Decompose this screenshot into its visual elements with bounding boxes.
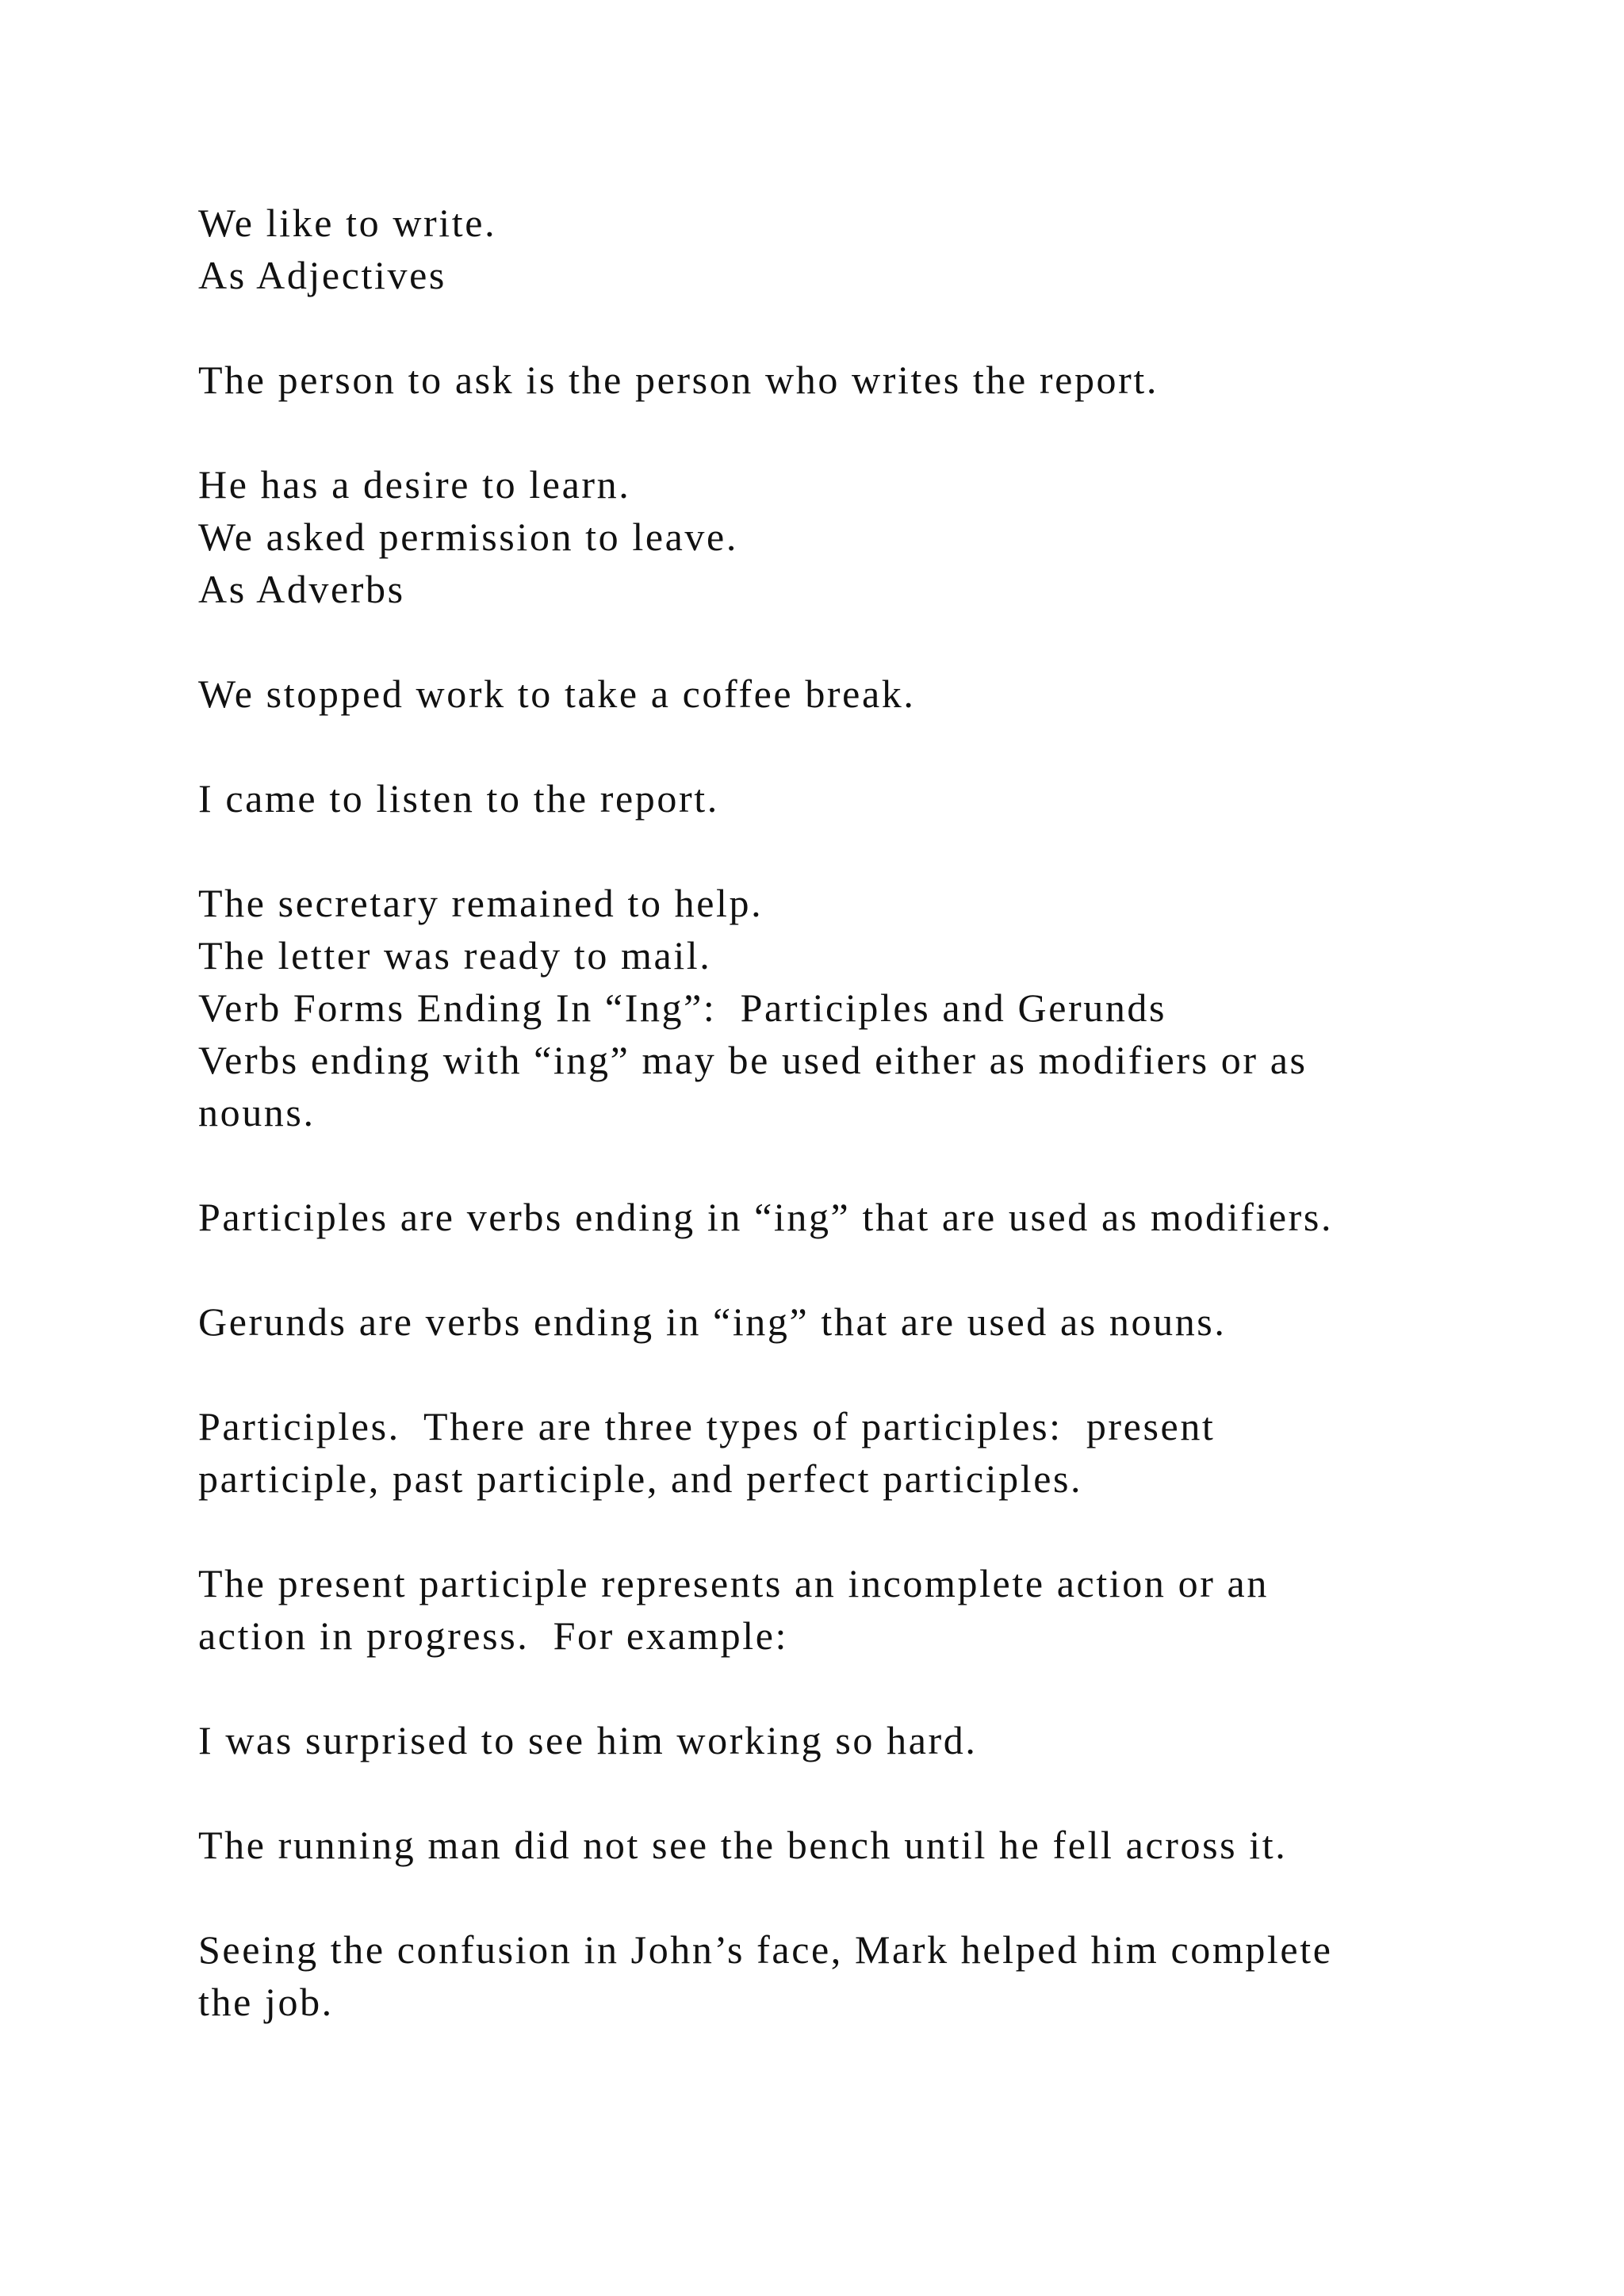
text-line: participle, past participle, and perfect participles. <box>198 1456 1083 1501</box>
text-line: I came to listen to the report. <box>198 776 719 821</box>
section-heading-adjectives: As Adjectives <box>198 253 446 297</box>
text-line: Participles are verbs ending in “ing” that are used as modifiers. <box>198 1195 1334 1239</box>
text-line: action in progress. For example: <box>198 1613 788 1658</box>
text-line: Seeing the confusion in John’s face, Mark helped him complete <box>198 1927 1333 1972</box>
blank-line <box>198 720 1483 772</box>
blank-line <box>198 1243 1483 1295</box>
blank-line <box>198 301 1483 354</box>
blank-line <box>198 1662 1483 1714</box>
blank-line <box>198 1348 1483 1400</box>
blank-line <box>198 1138 1483 1191</box>
blank-line <box>198 406 1483 458</box>
text-line: The present participle represents an incomplete action or an <box>198 1561 1269 1605</box>
text-line: The secretary remained to help. <box>198 881 764 925</box>
text-line: We like to write. <box>198 201 497 245</box>
text-line: He has a desire to learn. <box>198 462 631 507</box>
text-line: Participles. There are three types of participles: present <box>198 1404 1216 1448</box>
text-line: We stopped work to take a coffee break. <box>198 672 916 716</box>
text-line: The letter was ready to mail. <box>198 933 712 978</box>
blank-line <box>198 1871 1483 1923</box>
blank-line <box>198 615 1483 668</box>
text-line: The running man did not see the bench until he fell across it. <box>198 1823 1288 1867</box>
document-body <box>198 197 1483 2028</box>
section-heading-verb-forms: Verb Forms Ending In “Ing”: Participles and Gerunds <box>198 985 1167 1030</box>
text-line: The person to ask is the person who writes the report. <box>198 358 1159 402</box>
text-line: the job. <box>198 1980 334 2024</box>
section-heading-adverbs: As Adverbs <box>198 567 405 611</box>
blank-line <box>198 1505 1483 1557</box>
text-line: nouns. <box>198 1090 316 1135</box>
blank-line <box>198 1766 1483 1819</box>
text-line: Gerunds are verbs ending in “ing” that are used as nouns. <box>198 1299 1227 1344</box>
text-line: We asked permission to leave. <box>198 515 738 559</box>
blank-line <box>198 825 1483 877</box>
text-line: Verbs ending with “ing” may be used either as modifiers or as <box>198 1038 1308 1082</box>
text-line: I was surprised to see him working so hard. <box>198 1718 978 1762</box>
